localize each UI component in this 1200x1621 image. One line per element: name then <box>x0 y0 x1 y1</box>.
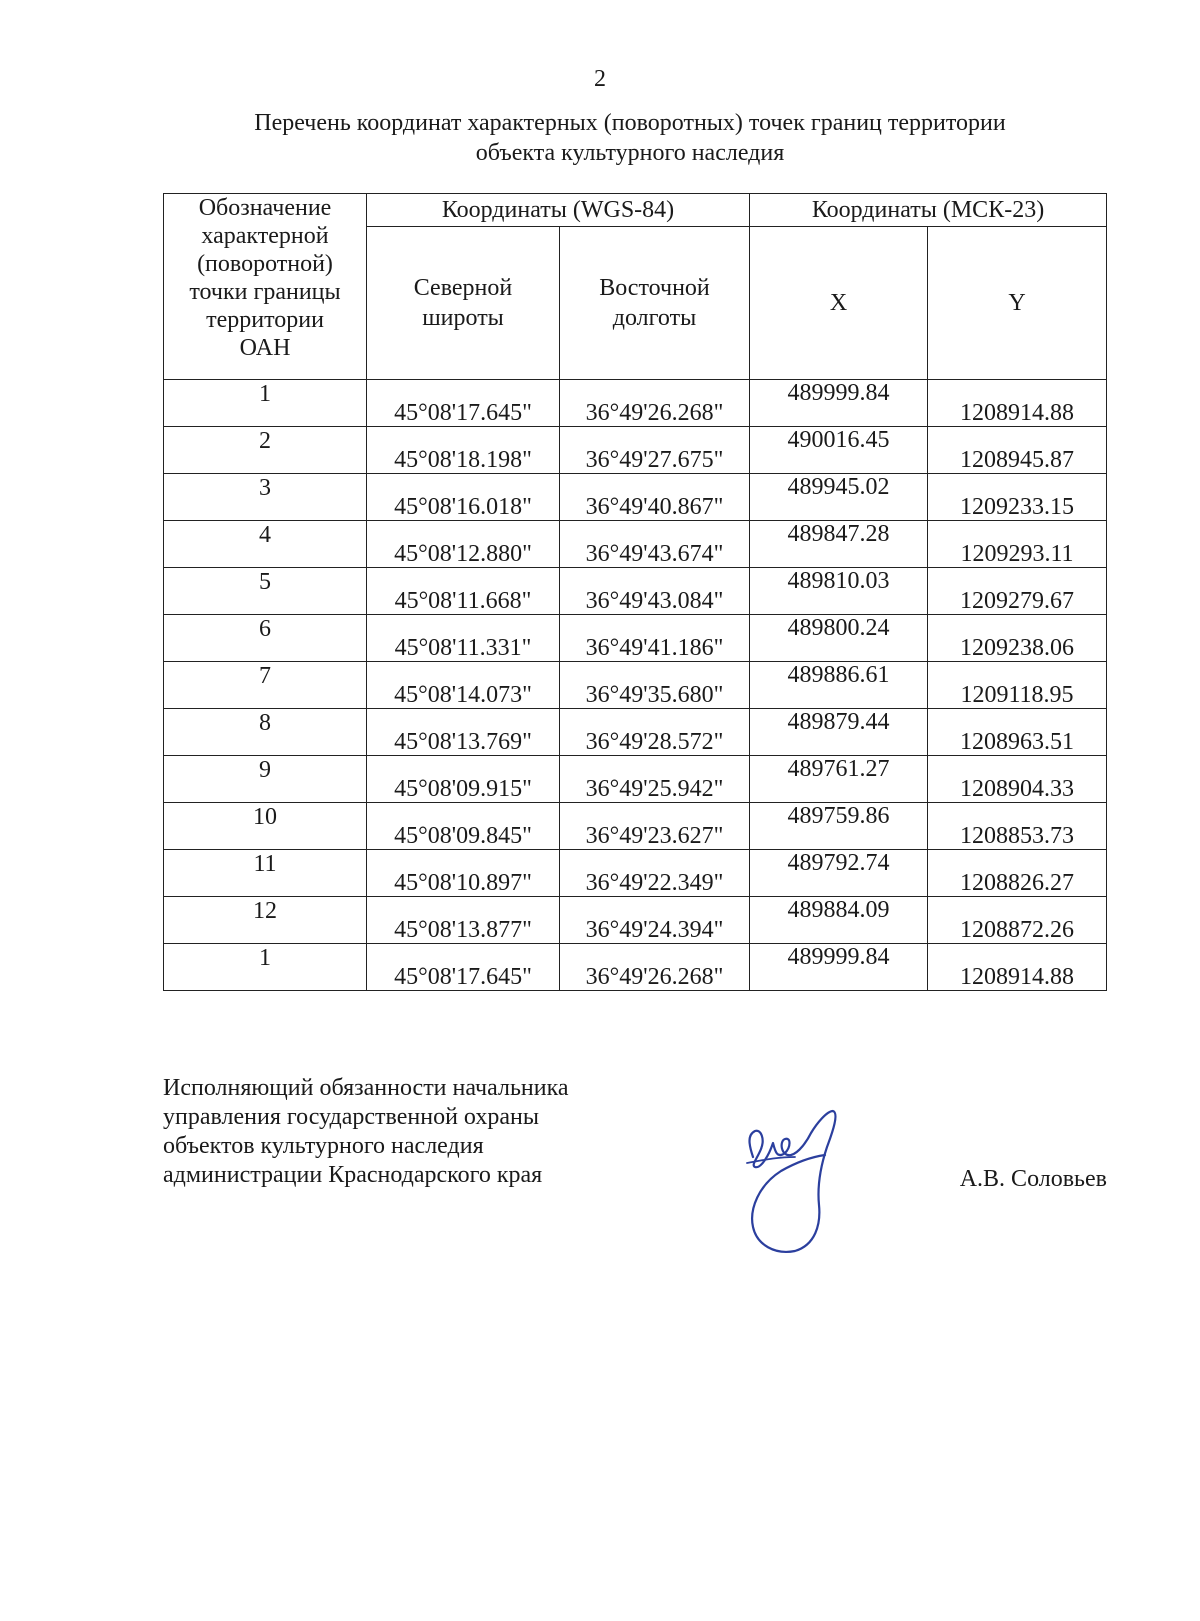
latitude-cell: 45°08'11.668" <box>367 568 560 615</box>
position-line: объектов культурного наследия <box>163 1133 484 1159</box>
longitude-cell: 36°49'25.942" <box>560 756 750 803</box>
point-number-cell: 6 <box>164 615 367 662</box>
x-coordinate-cell: 489945.02 <box>750 474 928 521</box>
longitude-cell: 36°49'41.186" <box>560 615 750 662</box>
table-row <box>164 803 1107 850</box>
point-number-cell: 8 <box>164 709 367 756</box>
header-wgs84: Координаты (WGS-84) <box>367 194 750 227</box>
x-coordinate-cell: 489886.61 <box>750 662 928 709</box>
table-row <box>164 850 1107 897</box>
y-coordinate-cell: 1208945.87 <box>928 427 1107 474</box>
table-row <box>164 521 1107 568</box>
point-number-cell: 4 <box>164 521 367 568</box>
y-coordinate-cell: 1209279.67 <box>928 568 1107 615</box>
point-number-cell: 2 <box>164 427 367 474</box>
header-msk23: Координаты (МСК-23) <box>750 194 1107 227</box>
signature-stroke <box>750 1111 836 1252</box>
header-point-designation <box>164 194 367 380</box>
latitude-cell: 45°08'17.645" <box>367 380 560 427</box>
position-line: администрации Краснодарского края <box>163 1162 543 1188</box>
y-coordinate-cell: 1209233.15 <box>928 474 1107 521</box>
latitude-cell: 45°08'18.198" <box>367 427 560 474</box>
table-row <box>164 474 1107 521</box>
header-point-line: ОАН <box>239 335 291 361</box>
point-number-cell: 5 <box>164 568 367 615</box>
point-number-cell: 12 <box>164 897 367 944</box>
table-row <box>164 568 1107 615</box>
latitude-cell: 45°08'13.877" <box>367 897 560 944</box>
y-coordinate-cell: 1208853.73 <box>928 803 1107 850</box>
y-coordinate-cell: 1208963.51 <box>928 709 1107 756</box>
longitude-cell: 36°49'43.674" <box>560 521 750 568</box>
subheader-north-latitude <box>367 227 560 380</box>
y-coordinate-cell: 1208904.33 <box>928 756 1107 803</box>
longitude-cell: 36°49'35.680" <box>560 662 750 709</box>
x-coordinate-cell: 489761.27 <box>750 756 928 803</box>
signatory-position <box>163 1074 569 1190</box>
table-row <box>164 897 1107 944</box>
y-coordinate-cell: 1209238.06 <box>928 615 1107 662</box>
position-line: управления государственной охраны <box>163 1104 539 1130</box>
y-coordinate-cell: 1208914.88 <box>928 380 1107 427</box>
header-point-line: (поворотной) <box>197 251 333 277</box>
page-number: 2 <box>594 66 606 92</box>
x-coordinate-cell: 489999.84 <box>750 944 928 991</box>
longitude-cell: 36°49'22.349" <box>560 850 750 897</box>
longitude-cell: 36°49'26.268" <box>560 380 750 427</box>
latitude-cell: 45°08'11.331" <box>367 615 560 662</box>
table-row <box>164 662 1107 709</box>
point-number-cell: 9 <box>164 756 367 803</box>
header-point-line: характерной <box>201 223 329 249</box>
subheader-x: X <box>750 227 928 380</box>
latitude-cell: 45°08'17.645" <box>367 944 560 991</box>
point-number-cell: 7 <box>164 662 367 709</box>
position-line: Исполняющий обязанности начальника <box>163 1075 569 1101</box>
subheader-east-longitude <box>560 227 750 380</box>
signer-name: А.В. Соловьев <box>959 1166 1107 1192</box>
subheader-north-line: Северной <box>413 275 513 301</box>
latitude-cell: 45°08'13.769" <box>367 709 560 756</box>
latitude-cell: 45°08'16.018" <box>367 474 560 521</box>
document-title <box>150 108 1110 168</box>
y-coordinate-cell: 1208826.27 <box>928 850 1107 897</box>
subheader-east-line: Восточной <box>599 275 710 301</box>
latitude-cell: 45°08'10.897" <box>367 850 560 897</box>
table-row <box>164 944 1107 991</box>
title-line-1: Перечень координат характерных (поворотных) точек границ территории <box>254 110 1006 136</box>
longitude-cell: 36°49'27.675" <box>560 427 750 474</box>
table-row <box>164 709 1107 756</box>
longitude-cell: 36°49'23.627" <box>560 803 750 850</box>
handwritten-signature-icon <box>735 1105 870 1255</box>
subheader-y: Y <box>928 227 1107 380</box>
subheader-north-line: широты <box>422 305 504 331</box>
latitude-cell: 45°08'09.845" <box>367 803 560 850</box>
x-coordinate-cell: 489792.74 <box>750 850 928 897</box>
title-line-2: объекта культурного наследия <box>475 140 785 166</box>
x-coordinate-cell: 489879.44 <box>750 709 928 756</box>
point-number-cell: 3 <box>164 474 367 521</box>
x-coordinate-cell: 489884.09 <box>750 897 928 944</box>
latitude-cell: 45°08'09.915" <box>367 756 560 803</box>
y-coordinate-cell: 1209293.11 <box>928 521 1107 568</box>
header-point-line: Обозначение <box>198 195 332 221</box>
y-coordinate-cell: 1208872.26 <box>928 897 1107 944</box>
x-coordinate-cell: 489810.03 <box>750 568 928 615</box>
header-point-line: территории <box>206 307 324 333</box>
longitude-cell: 36°49'24.394" <box>560 897 750 944</box>
point-number-cell: 11 <box>164 850 367 897</box>
signature-underline-stroke <box>747 1157 795 1163</box>
table-row <box>164 380 1107 427</box>
header-point-line: точки границы <box>189 279 341 305</box>
longitude-cell: 36°49'43.084" <box>560 568 750 615</box>
subheader-east-line: долготы <box>612 305 697 331</box>
point-number-cell: 10 <box>164 803 367 850</box>
latitude-cell: 45°08'12.880" <box>367 521 560 568</box>
table-row <box>164 756 1107 803</box>
table-header-row <box>164 194 1107 227</box>
coordinates-table <box>163 193 1107 991</box>
table-row <box>164 615 1107 662</box>
y-coordinate-cell: 1209118.95 <box>928 662 1107 709</box>
point-number-cell: 1 <box>164 944 367 991</box>
x-coordinate-cell: 489759.86 <box>750 803 928 850</box>
y-coordinate-cell: 1208914.88 <box>928 944 1107 991</box>
longitude-cell: 36°49'28.572" <box>560 709 750 756</box>
latitude-cell: 45°08'14.073" <box>367 662 560 709</box>
x-coordinate-cell: 489800.24 <box>750 615 928 662</box>
x-coordinate-cell: 489847.28 <box>750 521 928 568</box>
table-row <box>164 427 1107 474</box>
x-coordinate-cell: 489999.84 <box>750 380 928 427</box>
longitude-cell: 36°49'26.268" <box>560 944 750 991</box>
x-coordinate-cell: 490016.45 <box>750 427 928 474</box>
point-number-cell: 1 <box>164 380 367 427</box>
longitude-cell: 36°49'40.867" <box>560 474 750 521</box>
